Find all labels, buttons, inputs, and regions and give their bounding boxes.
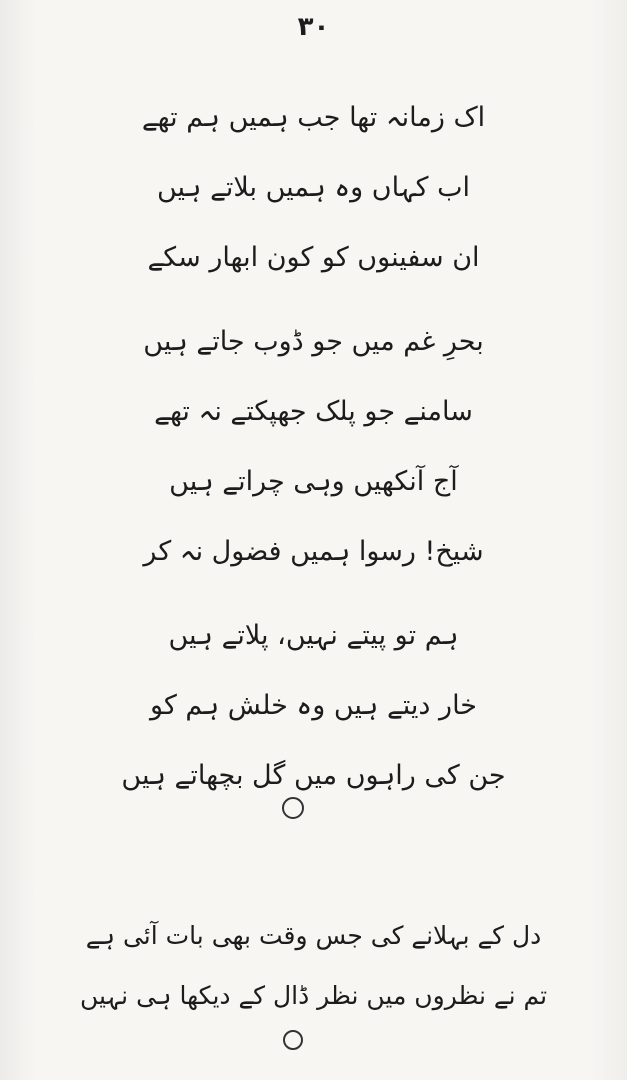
verse-line: سامنے جو پلک جھپکتے نہ تھے bbox=[154, 395, 473, 427]
verse-line: شیخ! رسوا ہمیں فضول نہ کر bbox=[143, 535, 484, 567]
verse-line: خار دیتے ہیں وہ خلش ہم کو bbox=[150, 689, 477, 721]
verse-line: بحرِ غم میں جو ڈوب جاتے ہیں bbox=[143, 325, 484, 357]
verse-line: اک زمانہ تھا جب ہمیں ہم تھے bbox=[141, 101, 486, 133]
couplet bbox=[0, 905, 627, 1025]
circle-ornament-icon bbox=[283, 1030, 303, 1050]
verse-line: اب کہاں وہ ہمیں بلاتے ہیں bbox=[156, 171, 471, 203]
verse-line: جن کی راہوں میں گل بچھاتے ہیں bbox=[121, 759, 506, 791]
verse-line: آج آنکھیں وہی چراتے ہیں bbox=[169, 465, 458, 497]
couplet-line: تم نے نظروں میں نظر ڈال کے دیکھا ہی نہیں bbox=[79, 980, 548, 1010]
verse-line: ان سفینوں کو کون ابھار سکے bbox=[147, 241, 480, 273]
poem bbox=[0, 82, 627, 810]
circle-ornament-icon bbox=[282, 797, 304, 819]
couplet-line: دل کے بہلانے کی جس وقت بھی بات آئی ہے bbox=[85, 920, 542, 950]
verse-line: ہم تو پیتے نہیں، پلاتے ہیں bbox=[168, 619, 459, 651]
page-number: ۳۰ bbox=[297, 12, 330, 42]
